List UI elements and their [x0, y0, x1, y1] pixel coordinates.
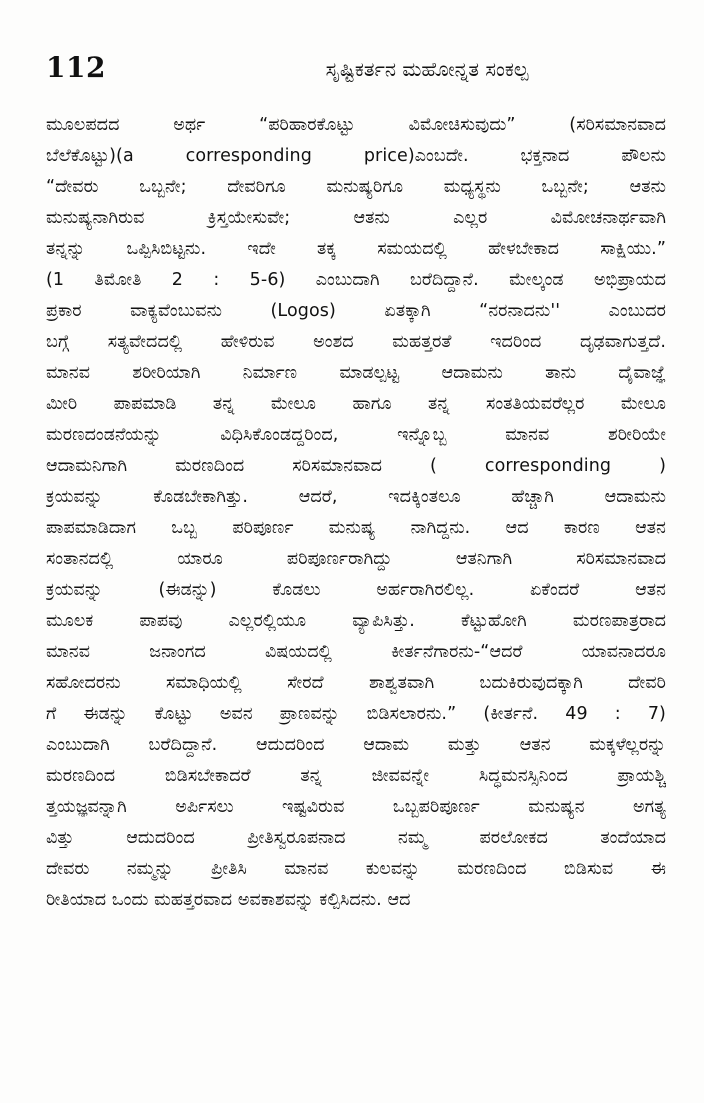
body-text: [46, 110, 666, 916]
text-line: ಬೆಲೆಕೊಟ್ಟು)(a corresponding price)ಎಂಬದೇ. ಭಕ್ತನಾದ ಪೌಲನು: [46, 146, 666, 166]
text-line: ಮರಣದಿಂದ ಬಿಡಿಸಬೇಕಾದರೆ ತನ್ನ ಜೀವವನ್ನೇ ಸಿದ್ಧಮನಸ್ಸಿನಿಂದ ಪ್ರಾಯಶ್ಚಿ: [46, 766, 666, 786]
text-line: ಮಾನವ ಜನಾಂಗದ ವಿಷಯದಲ್ಲಿ ಕೀರ್ತನೆಗಾರನು-“ಆದರೆ ಯಾವನಾದರೂ: [46, 642, 666, 662]
page-header: [46, 50, 658, 90]
text-line: ಬಗ್ಗೆ ಸತ್ಯವೇದದಲ್ಲಿ ಹೇಳಿರುವ ಅಂಶದ ಮಹತ್ತರತೆ ಇದರಿಂದ ದೃಢವಾಗುತ್ತದೆ.: [46, 332, 666, 352]
text-line: ಮಾನವ ಶರೀರಿಯಾಗಿ ನಿರ್ಮಾಣ ಮಾಡಲ್ಪಟ್ಟ ಆದಾಮನು ತಾನು ದೈವಾಜ್ಞೆ: [46, 363, 666, 383]
running-title: ಸೃಷ್ಟಿಕರ್ತನ ಮಹೋನ್ನತ ಸಂಕಲ್ಪ: [325, 57, 529, 81]
text-line: ದೇವರು ನಮ್ಮನ್ನು ಪ್ರೀತಿಸಿ ಮಾನವ ಕುಲವನ್ನು ಮರಣದಿಂದ ಬಿಡಿಸುವ ಈ: [46, 859, 666, 879]
text-line: ಸಹೋದರನು ಸಮಾಧಿಯಲ್ಲಿ ಸೇರದೆ ಶಾಶ್ವತವಾಗಿ ಬದುಕಿರುವುದಕ್ಕಾಗಿ ದೇವರಿ: [46, 673, 666, 693]
text-line: ಕ್ರಯವನ್ನು ಕೊಡಬೇಕಾಗಿತ್ತು. ಆದರೆ, ಇದಕ್ಕಿಂತಲೂ ಹೆಚ್ಚಾಗಿ ಆದಾಮನು: [46, 487, 666, 507]
text-line: ರೀತಿಯಾದ ಒಂದು ಮಹತ್ತರವಾದ ಅವಕಾಶವನ್ನು ಕಲ್ಪಿಸಿದನು. ಆದ: [46, 890, 411, 910]
text-line: ತನ್ನನ್ನು ಒಪ್ಪಿಸಿಬಿಟ್ಟನು. ಇದೇ ತಕ್ಕ ಸಮಯದಲ್ಲಿ ಹೇಳಬೇಕಾದ ಸಾಕ್ಷಿಯು.”: [46, 239, 666, 259]
text-line: ಗೆ ಈಡನ್ನು ಕೊಟ್ಟು ಅವನ ಪ್ರಾಣವನ್ನು ಬಿಡಿಸಲಾರನು.” (ಕೀರ್ತನೆ. 49 : 7): [46, 704, 666, 724]
text-line: ಪಾಪಮಾಡಿದಾಗ ಒಬ್ಬ ಪರಿಪೂರ್ಣ ಮನುಷ್ಯ ನಾಗಿದ್ದನು. ಆದ ಕಾರಣ ಆತನ: [46, 518, 666, 538]
text-line: ಪ್ರಕಾರ ವಾಕ್ಯವೆಂಬುವನು (Logos) ಏತಕ್ಕಾಗಿ “ನರನಾದನು'' ಎಂಬುದರ: [46, 301, 666, 321]
text-line: ಮೀರಿ ಪಾಪಮಾಡಿ ತನ್ನ ಮೇಲೂ ಹಾಗೂ ತನ್ನ ಸಂತತಿಯವರೆಲ್ಲರ ಮೇಲೂ: [46, 394, 666, 414]
text-line: “ದೇವರು ಒಬ್ಬನೇ; ದೇವರಿಗೂ ಮನುಷ್ಯರಿಗೂ ಮಧ್ಯಸ್ಥನು ಒಬ್ಬನೇ; ಆತನು: [46, 177, 666, 197]
text-line: ತ್ತಯಜ್ಞವನ್ನಾಗಿ ಅರ್ಪಿಸಲು ಇಷ್ಟವಿರುವ ಒಬ್ಬಪರಿಪೂರ್ಣ ಮನುಷ್ಯನ ಅಗತ್ಯ: [46, 797, 666, 817]
page-number: 112: [46, 51, 106, 84]
text-line: ಕ್ರಯವನ್ನು (ಈಡನ್ನು) ಕೊಡಲು ಅರ್ಹರಾಗಿರಲಿಲ್ಲ. ಏಕೆಂದರೆ ಆತನ: [46, 580, 666, 600]
text-line: ಮನುಷ್ಯನಾಗಿರುವ ಕ್ರಿಸ್ತಯೇಸುವೇ; ಆತನು ಎಲ್ಲರ ವಿಮೋಚನಾರ್ಥವಾಗಿ: [46, 208, 666, 228]
text-line: ಎಂಬುದಾಗಿ ಬರೆದಿದ್ದಾನೆ. ಆದುದರಿಂದ ಆದಾಮ ಮತ್ತು ಆತನ ಮಕ್ಕಳೆಲ್ಲರನ್ನು: [46, 735, 666, 755]
text-line: ಆದಾಮನಿಗಾಗಿ ಮರಣದಿಂದ ಸರಿಸಮಾನವಾದ ( corresponding ): [46, 456, 666, 476]
text-line: ಮರಣದಂಡನೆಯನ್ನು ವಿಧಿಸಿಕೊಂಡದ್ದರಿಂದ, ಇನ್ನೊಬ್ಬ ಮಾನವ ಶರೀರಿಯೇ: [46, 425, 666, 445]
text-line: ವಿತ್ತು ಆದುದರಿಂದ ಪ್ರೀತಿಸ್ವರೂಪನಾದ ನಮ್ಮ ಪರಲೋಕದ ತಂದೆಯಾದ: [46, 828, 666, 848]
text-line: ಮೂಲಪದದ ಅರ್ಥ “ಪರಿಹಾರಕೊಟ್ಟು ವಿಮೋಚಿಸುವುದು” (ಸರಿಸಮಾನವಾದ: [46, 115, 666, 135]
text-line: ಮೂಲಕ ಪಾಪವು ಎಲ್ಲರಲ್ಲಿಯೂ ವ್ಯಾಪಿಸಿತ್ತು. ಕೆಟ್ಟುಹೋಗಿ ಮರಣಪಾತ್ರರಾದ: [46, 611, 666, 631]
text-line: ಸಂತಾನದಲ್ಲಿ ಯಾರೂ ಪರಿಪೂರ್ಣರಾಗಿದ್ದು ಆತನಿಗಾಗಿ ಸರಿಸಮಾನವಾದ: [46, 549, 666, 569]
text-line: (1 ತಿಮೋತಿ 2 : 5-6) ಎಂಬುದಾಗಿ ಬರೆದಿದ್ದಾನೆ. ಮೇಲ್ಕಂಡ ಅಭಿಪ್ರಾಯದ: [46, 270, 666, 290]
